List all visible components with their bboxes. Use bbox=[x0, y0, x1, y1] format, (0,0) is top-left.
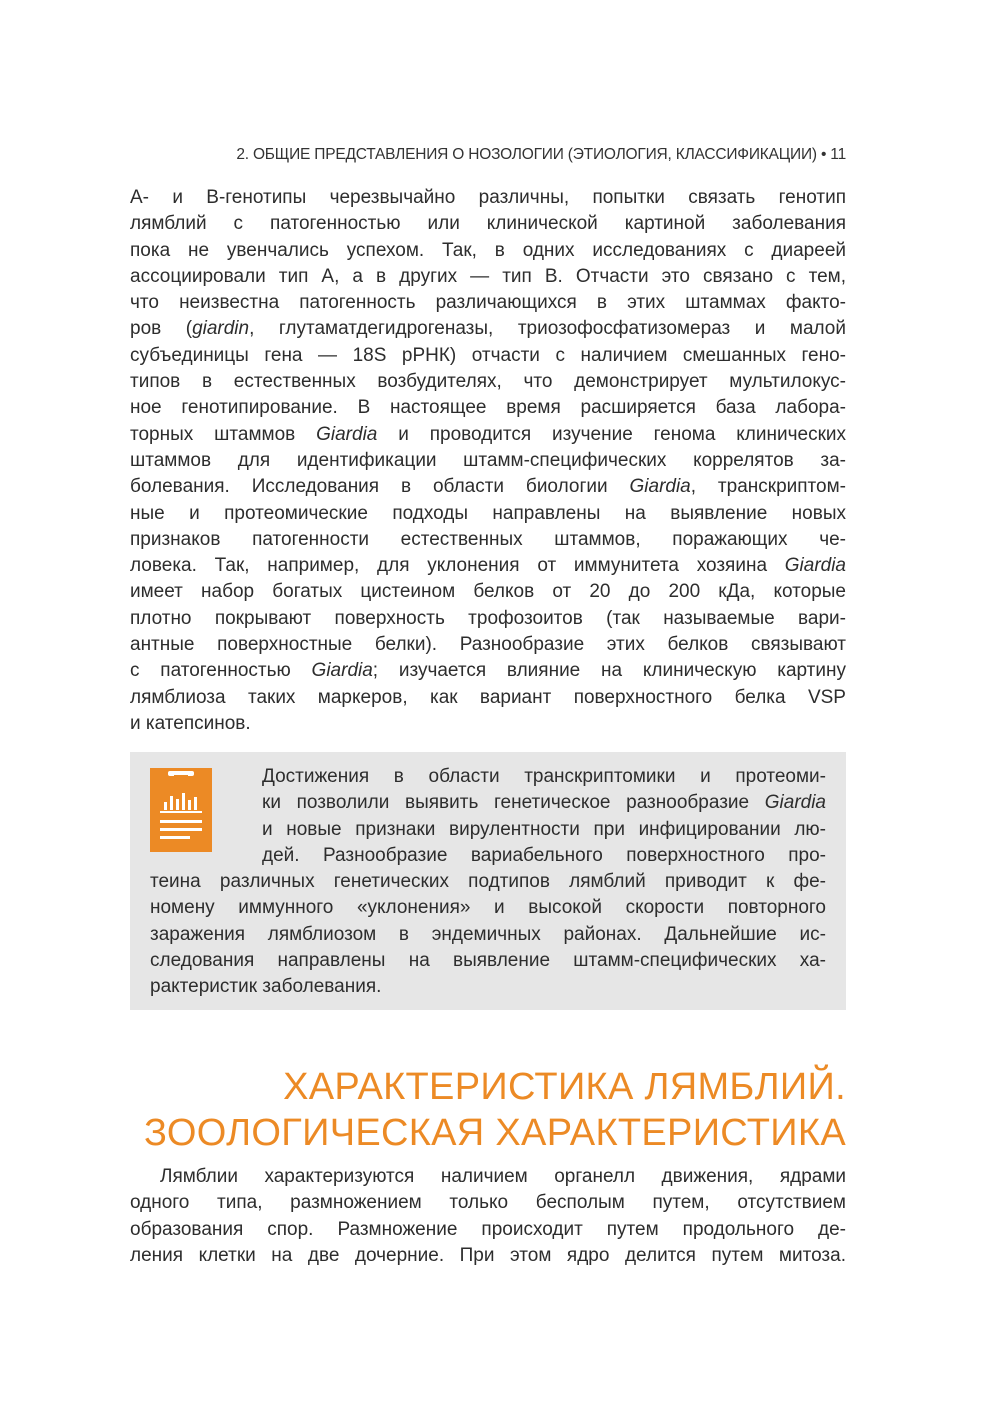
body-paragraph-characteristics bbox=[130, 1164, 846, 1269]
text-line: с патогенностью Giardia; изучается влияние на клиническую картину bbox=[130, 660, 846, 682]
text-line: лямблиоза таких маркеров, как вариант поверхностного белка VSP bbox=[130, 686, 846, 708]
text-line: одного типа, размножением только бесполым путем, отсутствием bbox=[130, 1192, 846, 1214]
text-line: ное генотипирование. В настоящее время расширяется база лабора- bbox=[130, 397, 846, 419]
text-line: ления клетки на две дочерние. При этом ядро делится путем митоза. bbox=[130, 1244, 846, 1266]
text-line: Лямблии характеризуются наличием органелл движения, ядрами bbox=[160, 1166, 846, 1187]
running-header: 2. ОБЩИЕ ПРЕДСТАВЛЕНИЯ О НОЗОЛОГИИ (ЭТИОЛОГИЯ, КЛАССИФИКАЦИИ) • 11 bbox=[236, 146, 846, 163]
text-line: штаммов для идентификации штамм-специфических коррелятов за- bbox=[130, 449, 846, 471]
text-line: лямблий с патогенностью или клинической картиной заболевания bbox=[130, 213, 846, 235]
text-line: болевания. Исследования в области биологии Giardia, транскриптом- bbox=[130, 476, 846, 498]
text-line: типов в естественных возбудителях, что демонстрирует мультилокус- bbox=[130, 371, 846, 393]
text-line: А- и В-генотипы черезвычайно различны, попытки связать генотип bbox=[130, 187, 846, 208]
section-heading-line-2: ЗООЛОГИЧЕСКАЯ ХАРАКТЕРИСТИКА bbox=[144, 1112, 846, 1154]
text-line: антные поверхностные белки). Разнообразие этих белков связывают bbox=[130, 634, 846, 656]
text-line: плотно покрывают поверхность трофозоитов (так называемые вари- bbox=[130, 607, 846, 629]
text-line: признаков патогенности естественных штаммов, поражающих че- bbox=[130, 528, 846, 550]
text-line: ассоциировали тип А, а в других — тип В. Отчасти это связано с тем, bbox=[130, 265, 846, 287]
callout-text bbox=[150, 764, 826, 1001]
text-line: имеет набор богатых цистеином белков от 20 до 200 кДа, которые bbox=[130, 581, 846, 603]
text-line: ров (giardin, глутаматдегидрогеназы, триозофосфатизомераз и малой bbox=[130, 318, 846, 340]
text-line: образования спор. Размножение происходит путем продольного де- bbox=[130, 1218, 846, 1240]
text-line: ловека. Так, например, для уклонения от иммунитета хозяина Giardia bbox=[130, 555, 846, 577]
text-line: ные и протеомические подходы направлены на выявление новых bbox=[130, 502, 846, 524]
text-line: и катепсинов. bbox=[130, 712, 251, 734]
text-line: ки позволили выявить генетическое разнообразие Giardia bbox=[262, 792, 826, 814]
text-line: торных штаммов Giardia и проводится изучение генома клинических bbox=[130, 423, 846, 445]
text-line: номену иммунного «уклонения» и высокой скорости повторного bbox=[150, 897, 826, 919]
text-line: что неизвестна патогенность различающихся в этих штаммах факто- bbox=[130, 292, 846, 314]
section-heading bbox=[130, 1064, 846, 1156]
text-line: Достижения в области транскриптомики и протеоми- bbox=[262, 766, 826, 787]
text-line: и новые признаки вирулентности при инфицировании лю- bbox=[262, 818, 826, 840]
text-line: заражения лямблиозом в эндемичных районах. Дальнейшие ис- bbox=[150, 923, 826, 945]
text-line: рактеристик заболевания. bbox=[150, 976, 382, 998]
key-point-callout bbox=[130, 752, 846, 1010]
text-line: дей. Разнообразие вариабельного поверхностного про- bbox=[262, 844, 826, 866]
text-line: теина различных генетических подтипов лямблий приводит к фе- bbox=[150, 871, 826, 893]
text-line: субъединицы гена — 18S рРНК) отчасти с наличием смешанных гено- bbox=[130, 344, 846, 366]
text-line: пока не увенчались успехом. Так, в одних исследованиях с диареей bbox=[130, 239, 846, 261]
section-heading-line-1: ХАРАКТЕРИСТИКА ЛЯМБЛИЙ. bbox=[283, 1066, 846, 1108]
body-paragraph-genotypes bbox=[130, 185, 846, 737]
text-line: следования направлены на выявление штамм-специфических ха- bbox=[150, 950, 826, 972]
